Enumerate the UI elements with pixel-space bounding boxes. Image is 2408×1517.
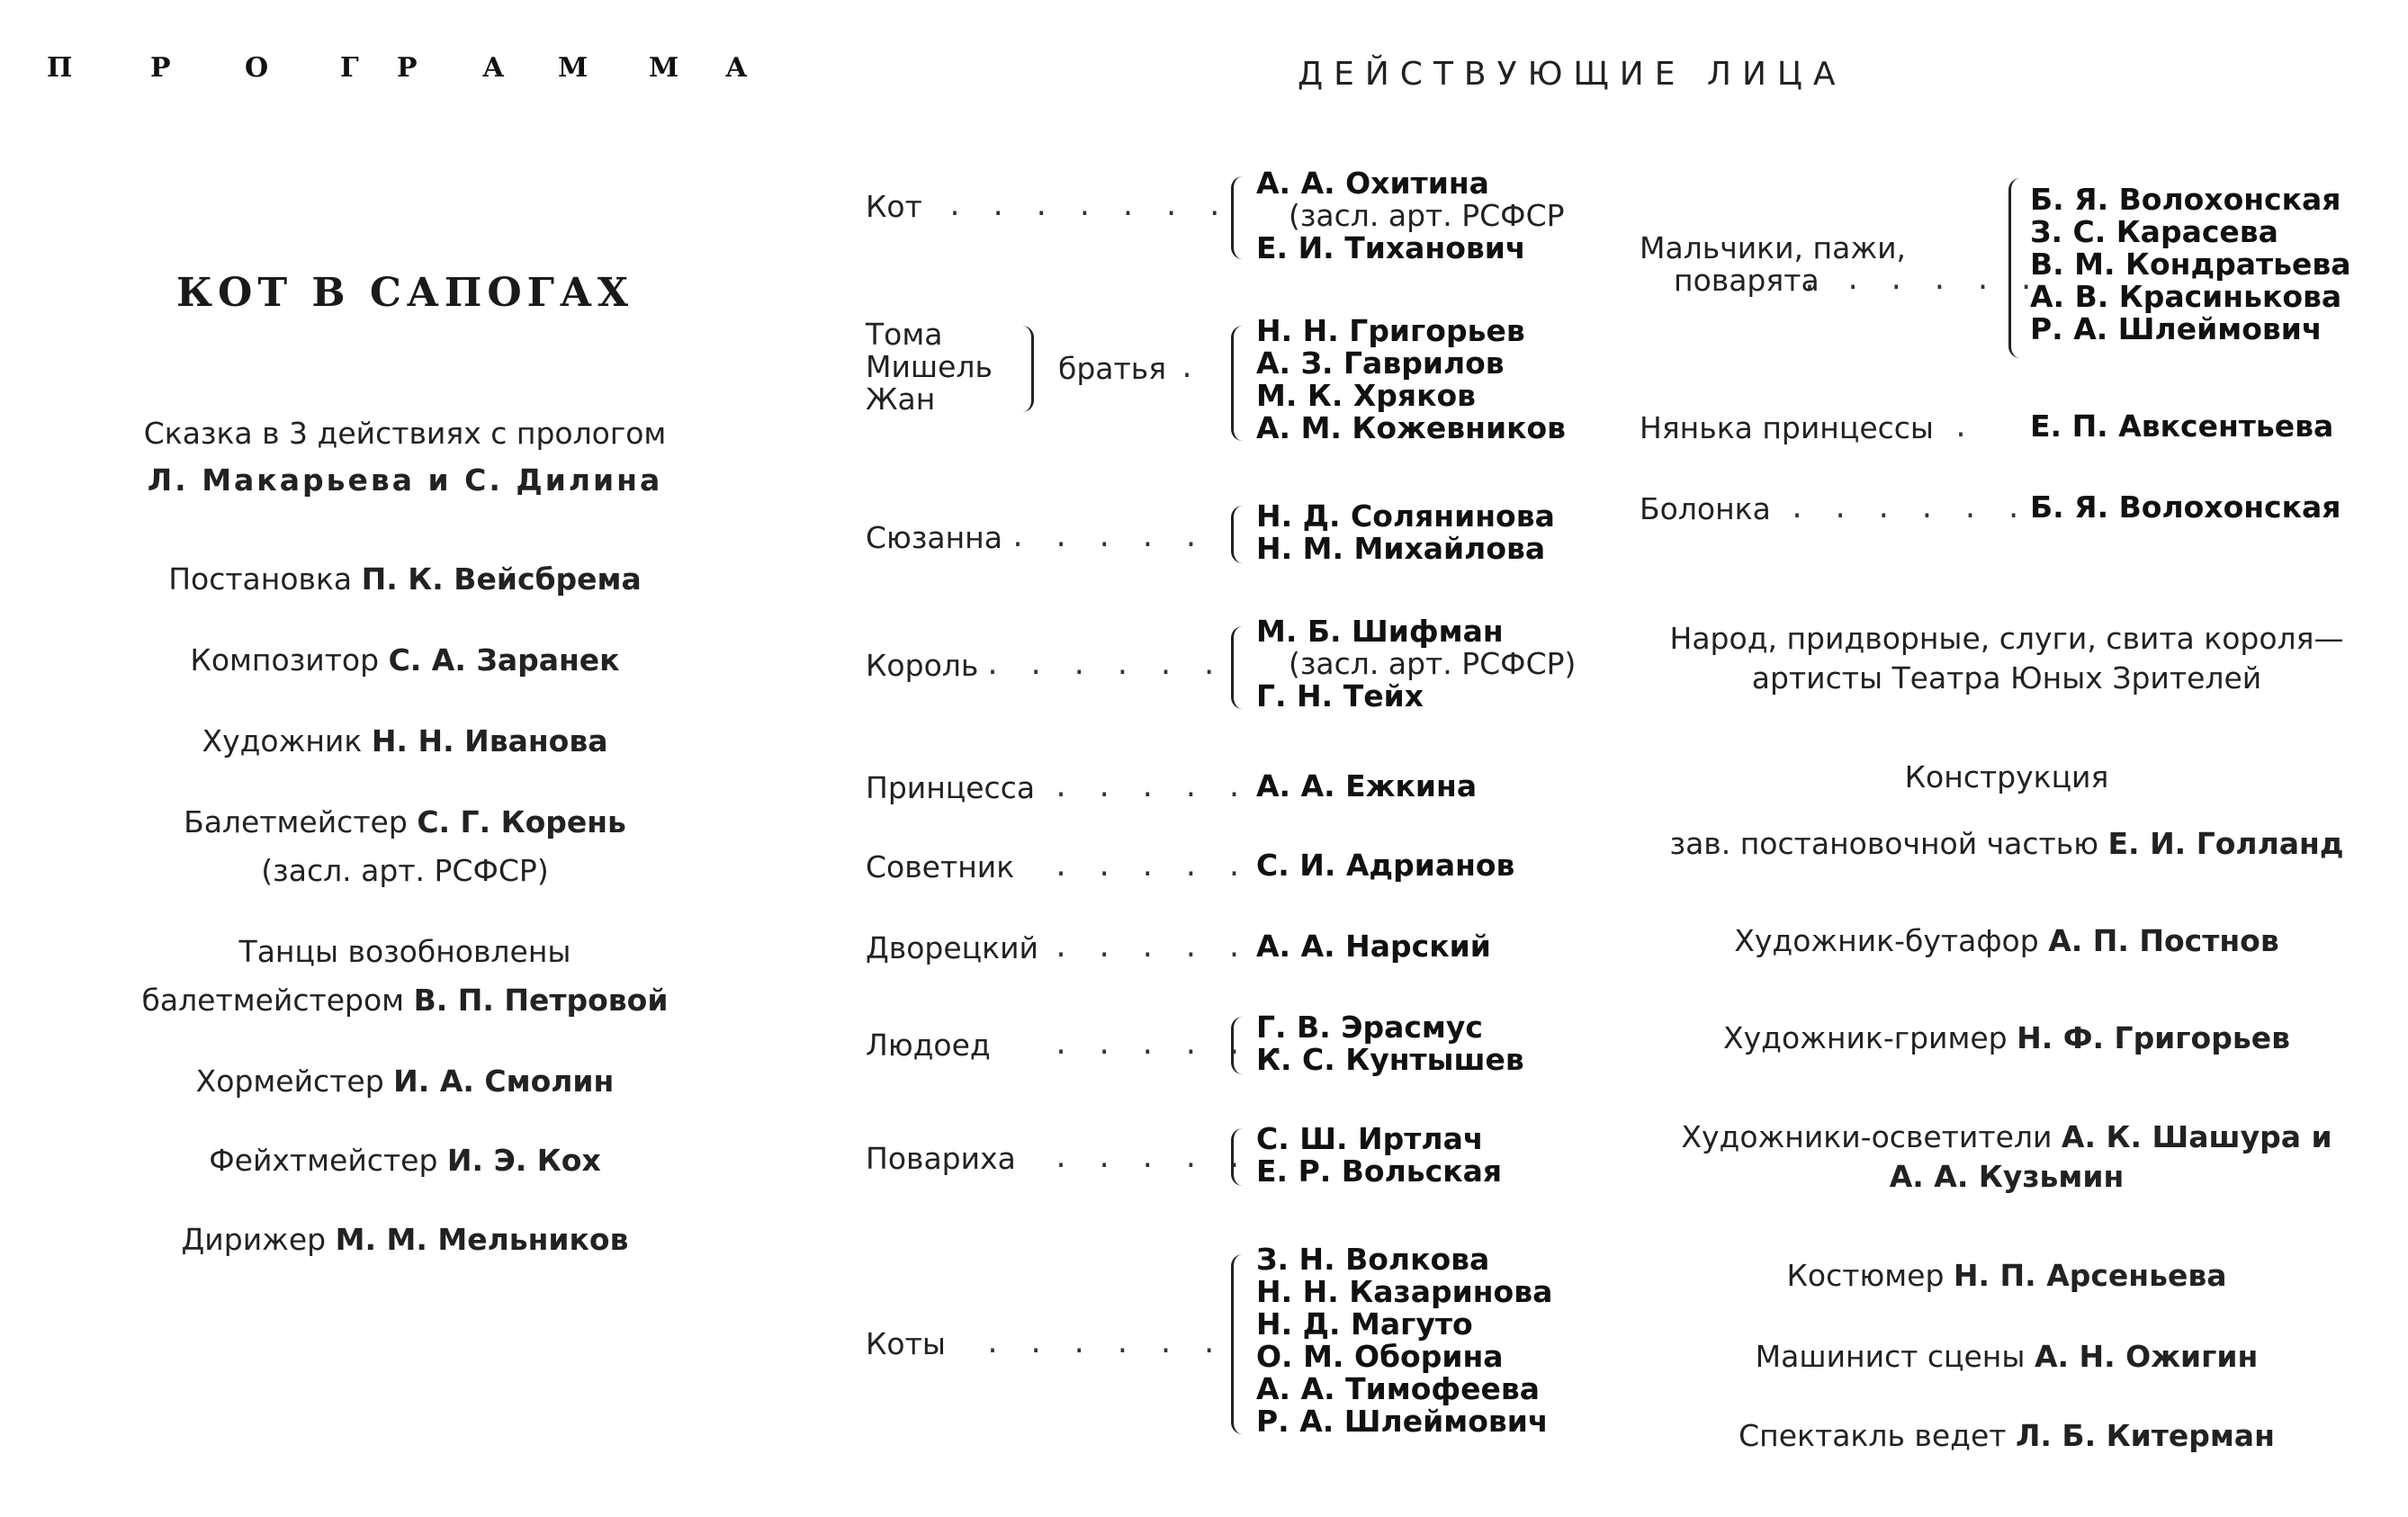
brace — [1231, 506, 1243, 563]
role-mishel: Мишель — [866, 349, 993, 384]
credit-person: С. Г. Корень — [417, 804, 626, 839]
credit-machinist — [1620, 1339, 2394, 1374]
leader-dots: . . . . . . — [984, 1328, 1223, 1360]
credit-composer — [81, 642, 729, 678]
credit-person: М. М. Мельников — [335, 1222, 629, 1257]
credit-fencing — [81, 1143, 729, 1178]
credit-label: Художник — [202, 723, 363, 758]
program-letter: М — [558, 52, 589, 84]
leader-dots: . . . . . . — [1053, 1029, 1291, 1061]
credit-label: зав. постановочной частью — [1669, 826, 2098, 861]
credit-show — [1620, 1418, 2394, 1453]
credit-label: Хормейстер — [195, 1064, 384, 1099]
actor: Н. Д. Солянинова — [1256, 498, 1555, 534]
program-letter: М — [649, 52, 679, 84]
brace — [1231, 1128, 1243, 1186]
credit-director — [81, 561, 729, 597]
leader-dots: . . . . . . — [984, 650, 1223, 681]
actor: О. М. Оборина — [1256, 1339, 1504, 1374]
credit-label: Фейхтмейстер — [209, 1143, 438, 1178]
credit-person: И. А. Смолин — [393, 1064, 615, 1099]
actor: А. В. Красинькова — [2030, 279, 2342, 314]
credit-designer — [81, 723, 729, 758]
people-line-2: артисты Театра Юных Зрителей — [1751, 660, 2262, 696]
actor: Б. Я. Волохонская — [2030, 182, 2341, 217]
credit-dances: Танцы возобновлены — [238, 934, 571, 969]
actor: А. А. Тимофеева — [1256, 1371, 1541, 1406]
role-zhan: Жан — [866, 381, 936, 417]
credit-butafor — [1620, 923, 2394, 958]
brace — [2008, 178, 2020, 358]
program-letter: О — [245, 52, 269, 84]
actor: А. З. Гаврилов — [1256, 346, 1505, 381]
leader-dots: . . . . . . — [1789, 493, 2027, 525]
actor: К. С. Кунтышев — [1256, 1042, 1524, 1077]
actor: Б. Я. Волохонская — [2030, 489, 2341, 525]
actor: Р. А. Шлеймович — [1256, 1404, 1549, 1439]
credit-person: Н. Н. Иванова — [371, 723, 608, 758]
credit-label: Художник-бутафор — [1734, 923, 2039, 958]
leader-dots: . . . . . — [1010, 522, 1205, 553]
actor: С. И. Адрианов — [1256, 848, 1515, 883]
brace — [1231, 1017, 1243, 1074]
credit-label: Композитор — [190, 642, 380, 678]
credit-zav — [1620, 826, 2394, 861]
credit-dances-person — [81, 983, 729, 1018]
actor: В. М. Кондратьева — [2030, 247, 2351, 282]
brace — [1231, 326, 1243, 441]
role-suzanna: Сюзанна — [866, 520, 1002, 555]
construction-heading: Конструкция — [1904, 759, 2109, 794]
actor: Н. Н. Григорьев — [1256, 313, 1525, 348]
credit-label: Постановка — [168, 561, 353, 597]
program-letter: Г — [340, 52, 359, 84]
actor: Е. И. Тиханович — [1256, 230, 1526, 265]
credit-label: Художник-гример — [1723, 1020, 2008, 1055]
actor: Г. В. Эрасмус — [1256, 1010, 1483, 1045]
play-title: КОТ В САПОГАХ — [175, 270, 633, 316]
leader-dots: . — [1953, 412, 1975, 444]
actor: Е. Р. Вольская — [1256, 1153, 1503, 1189]
actor: С. Ш. Иртлач — [1256, 1121, 1484, 1156]
role-toma: Тома — [866, 317, 943, 352]
leader-dots: . . . . . — [1053, 851, 1248, 883]
leader-dots: . . . . . . . — [947, 191, 1228, 222]
brace — [1231, 1254, 1243, 1434]
credit-person: Л. Б. Китерман — [2015, 1418, 2275, 1453]
role-povariha: Повариха — [866, 1141, 1016, 1176]
credit-person: Н. Ф. Григорьев — [2017, 1020, 2290, 1055]
role-bolonka: Болонка — [1640, 491, 1771, 526]
actor: Н. Д. Магуто — [1256, 1306, 1473, 1342]
people-line-1: Народ, придворные, слуги, свита короля— — [1669, 621, 2344, 656]
credit-label: Балетмейстер — [184, 804, 408, 839]
actor: Н. Н. Казаринова — [1256, 1274, 1553, 1309]
program-letter: Р — [150, 52, 171, 84]
actor: З. С. Карасева — [2030, 214, 2278, 249]
actor: Р. А. Шлеймович — [2030, 311, 2323, 346]
credit-light-2: А. А. Кузьмин — [1889, 1159, 2125, 1194]
actor: М. К. Хряков — [1256, 378, 1477, 413]
actor: А. А. Охитина — [1256, 166, 1489, 201]
credit-ballet-note: (засл. арт. РСФСР) — [261, 853, 549, 888]
role-koty: Коты — [866, 1326, 946, 1361]
credit-label: балетмейстером — [141, 983, 405, 1018]
actor: М. Б. Шифман — [1256, 614, 1504, 649]
role-bratya: братья — [1058, 351, 1167, 386]
role-boys: Мальчики, пажи, — [1640, 230, 1907, 265]
role-dvoretsky: Дворецкий — [866, 930, 1038, 965]
credit-label: Спектакль ведет — [1739, 1418, 2007, 1453]
program-letter: А — [725, 52, 748, 84]
actor: А. А. Нарский — [1256, 929, 1491, 964]
brace — [1231, 626, 1243, 709]
credit-person: А. Н. Ожигин — [2034, 1339, 2259, 1374]
actor: Н. М. Михайлова — [1256, 531, 1546, 566]
actor-note: (засл. арт. РСФСР — [1289, 198, 1565, 233]
credit-person: И. Э. Кох — [446, 1143, 601, 1178]
actor: Г. Н. Тейх — [1256, 678, 1424, 714]
credit-choir — [81, 1064, 729, 1099]
leader-dots: . . . . . — [1053, 932, 1248, 964]
brace — [1022, 326, 1034, 412]
leader-dots: . . . . . — [1053, 772, 1248, 803]
role-sovetnik: Советник — [866, 849, 1015, 884]
role-kot: Кот — [866, 189, 922, 224]
credit-person: А. П. Постнов — [2048, 923, 2279, 958]
actor: З. Н. Волкова — [1256, 1242, 1490, 1277]
credit-person: Н. П. Арсеньева — [1953, 1258, 2227, 1293]
program-letter: П — [47, 52, 73, 84]
program-letter: Р — [397, 52, 418, 84]
subtitle: Сказка в 3 действиях с прологом — [143, 416, 667, 451]
credit-costume — [1620, 1258, 2394, 1293]
program-letter: А — [482, 52, 505, 84]
role-boys-2: поварята — [1674, 263, 1819, 298]
credit-light — [1620, 1119, 2394, 1154]
actor: А. А. Ежкина — [1256, 768, 1478, 803]
credit-person: Е. И. Голланд — [2107, 826, 2344, 861]
role-princessa: Принцесса — [866, 770, 1036, 805]
leader-dots: . — [1179, 353, 1201, 384]
credit-person: А. К. Шашура и — [2061, 1119, 2332, 1154]
brace — [1231, 176, 1243, 259]
role-nyanka: Нянька принцессы — [1640, 410, 1934, 445]
credit-grimer — [1620, 1020, 2394, 1055]
credit-person: П. К. Вейсбрема — [361, 561, 642, 597]
actor: А. М. Кожевников — [1256, 410, 1567, 445]
authors: Л. Макарьева и С. Дилина — [147, 462, 663, 498]
credit-conductor — [81, 1222, 729, 1257]
credit-person: В. П. Петровой — [413, 983, 669, 1018]
role-lyudoed: Людоед — [866, 1028, 991, 1063]
credit-ballet — [81, 804, 729, 839]
cast-header: ДЕЙСТВУЮЩИЕ ЛИЦА — [1298, 56, 1846, 93]
actor: Е. П. Авксентьева — [2030, 408, 2334, 444]
credit-label: Машинист сцены — [1755, 1339, 2026, 1374]
credit-label: Костюмер — [1786, 1258, 1945, 1293]
leader-dots: . . . . . — [1053, 1143, 1248, 1174]
leader-dots: . . . . . . — [1802, 265, 2040, 296]
actor-note: (засл. арт. РСФСР) — [1289, 646, 1577, 681]
credit-label: Художники-осветители — [1681, 1119, 2053, 1154]
role-korol: Король — [866, 648, 979, 683]
credit-label: Дирижер — [181, 1222, 327, 1257]
credit-person: С. А. Заранек — [388, 642, 620, 678]
